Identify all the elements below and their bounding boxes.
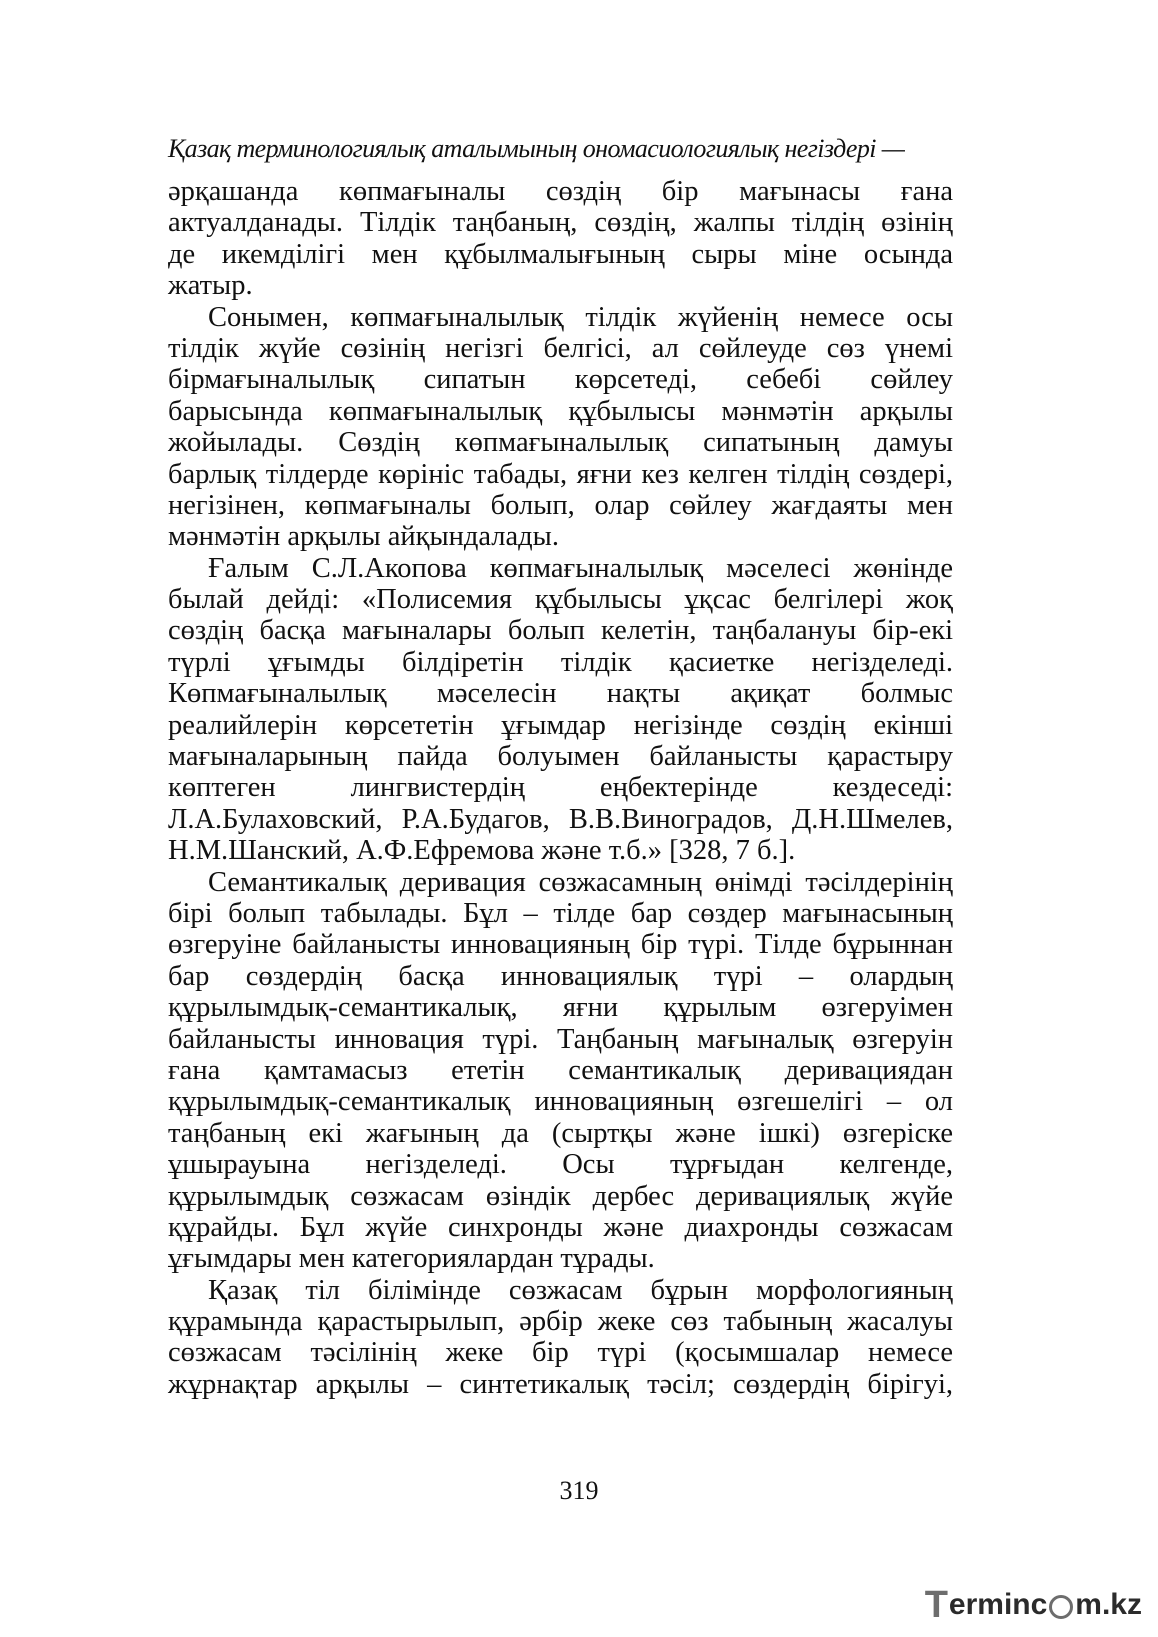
text-line: мағыналарының пайда болуымен байланысты қарастыру	[168, 741, 953, 773]
text-line: Қазақ тіл білімінде сөзжасам бұрын морфологияның	[208, 1274, 953, 1306]
text-line: барысында көпмағыналылық құбылысы мәнмәтін арқылы	[168, 395, 953, 427]
text-line: Көпмағыналылық мәселесін нақты ақиқат болмыс	[168, 678, 953, 710]
text-line: көптеген лингвистердің еңбектерінде кездеседі:	[168, 772, 953, 804]
text-line: барлық тілдерде көрініс табады, яғни кез келген тілдің сөздері,	[168, 458, 953, 490]
text-line: ғана қамтамасыз ететін семантикалық деривациядан	[168, 1054, 953, 1086]
text-line: жұрнақтар арқылы – синтетикалық тәсіл; сөздердің бірігуі,	[168, 1368, 953, 1400]
text-line: Л.А.Булаховский, Р.А.Будагов, В.В.Виноградов, Д.Н.Шмелев,	[168, 803, 953, 835]
text-line: актуалданады. Тілдік таңбаның, сөздің, жалпы тілдің өзінің	[168, 207, 953, 239]
text-line: сөзжасам тәсілінің жеке бір түрі (қосымшалар немесе	[168, 1337, 953, 1369]
text-line: Семантикалық деривация сөзжасамның өнімді тәсілдерінің	[208, 866, 953, 898]
text-line: түрлі ұғымды білдіретін тілдік қасиетке негізделеді.	[168, 646, 953, 678]
text-line: реалийлерін көрсететін ұғымдар негізінде сөздің екінші	[168, 709, 953, 741]
text-line: байланысты инновация түрі. Таңбаның мағыналық өзгеруін	[168, 1023, 953, 1055]
text-line: жатыр.	[168, 270, 253, 302]
text-line: де икемділігі мен құбылмалығының сыры міне осында	[168, 238, 953, 270]
text-line: негізінен, көпмағыналы болып, олар сөйлеу жағдаяты мен	[168, 489, 953, 521]
text-line: мәнмәтін арқылы айқындалады.	[168, 521, 559, 553]
text-line: былай дейді: «Полисемия құбылысы ұқсас белгілері жоқ	[168, 584, 953, 616]
text-line: ұғымдары мен категориялардан тұрады.	[168, 1243, 655, 1275]
text-line: құрамында қарастырылып, әрбір жеке сөз табының жасалуы	[168, 1306, 953, 1338]
text-line: тілдік жүйе сөзінің негізгі белгісі, ал сөйлеуде сөз үнемі	[168, 332, 953, 364]
paragraph	[168, 553, 953, 867]
running-header: Қазақ терминологиялық аталымының ономасиологиялық негіздері —	[168, 134, 905, 163]
watermark-ring-icon	[1049, 1595, 1073, 1619]
watermark-text-part1: erminc	[948, 1588, 1048, 1621]
paragraph	[168, 176, 953, 302]
text-line: ұшырауына негізделеді. Осы тұрғыдан келгенде,	[168, 1149, 953, 1181]
paragraph	[168, 1275, 953, 1401]
watermark-text-part2: m.kz	[1075, 1588, 1142, 1621]
text-line: сөздің басқа мағыналары болып келетін, таңбалануы бір-екі	[168, 615, 953, 647]
paragraph	[168, 302, 953, 553]
text-line: Сонымен, көпмағыналылық тілдік жүйенің немесе осы	[208, 301, 953, 333]
text-line: құрылымдық-семантикалық инновацияның өзгешелігі – ол	[168, 1086, 953, 1118]
watermark-letter-t: T	[924, 1583, 948, 1626]
text-line: құрылымдық сөзжасам өзіндік дербес деривациялық жүйе	[168, 1180, 953, 1212]
page-number: 319	[559, 1476, 599, 1505]
text-line: құрылымдық-семантикалық, яғни құрылым өзгеруімен	[168, 992, 953, 1024]
text-line: таңбаның екі жағының да (сыртқы және ішкі) өзгеріске	[168, 1117, 953, 1149]
text-line: өзгеруіне байланысты инновацияның бір түрі. Тілде бұрыннан	[168, 929, 953, 961]
text-line: Н.М.Шанский, А.Ф.Ефремова және т.б.» [328, 7 б.].	[168, 835, 796, 867]
text-line: бар сөздердің басқа инновациялық түрі – олардың	[168, 960, 953, 992]
text-line: бірі болып табылады. Бұл – тілде бар сөздер мағынасының	[168, 897, 953, 929]
text-line: Ғалым С.Л.Акопова көпмағыналылық мәселесі жөнінде	[208, 552, 953, 584]
paragraph	[168, 867, 953, 1275]
text-line: жойылады. Сөздің көпмағыналылық сипатының дамуы	[168, 427, 953, 459]
site-watermark	[925, 1585, 1142, 1625]
text-line: әрқашанда көпмағыналы сөздің бір мағынасы ғана	[168, 176, 953, 207]
text-line: бірмағыналылық сипатын көрсетеді, себебі сөйлеу	[168, 364, 953, 396]
body-text	[168, 176, 953, 1400]
text-line: құрайды. Бұл жүйе синхронды және диахронды сөзжасам	[168, 1211, 953, 1243]
